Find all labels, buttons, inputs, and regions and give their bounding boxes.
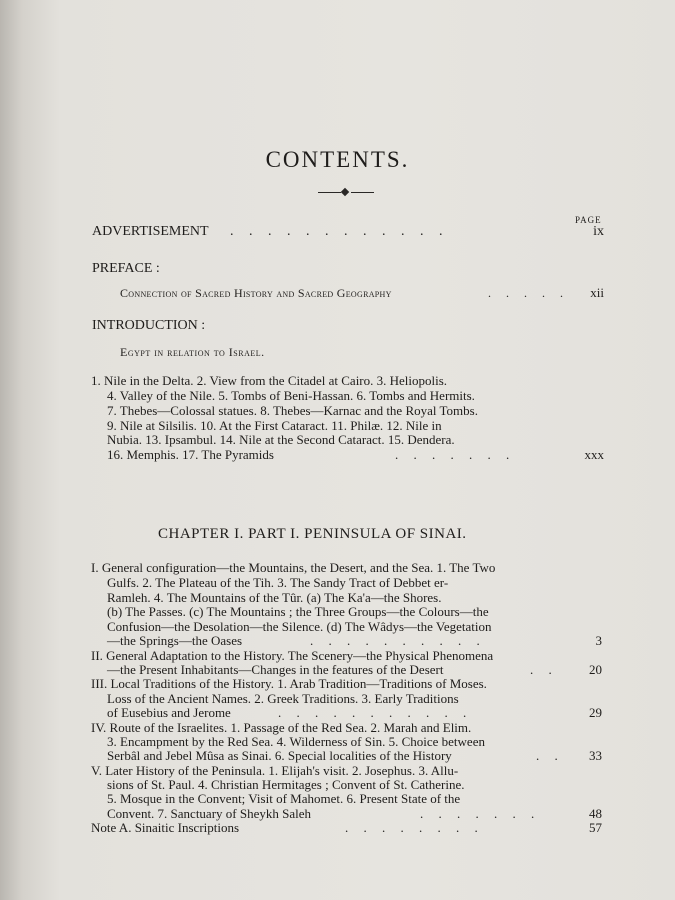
section-leader: . . . . . . . . . . <box>310 633 486 648</box>
advertisement-leader: . . . . . . . . . . . . <box>230 224 449 239</box>
introduction-heading: INTRODUCTION : <box>92 318 206 333</box>
page-title: CONTENTS. <box>265 147 410 172</box>
advertisement-label: ADVERTISEMENT <box>92 224 209 239</box>
section-line: III. Local Traditions of the History. 1. Arab Tradition—Traditions of Moses. <box>91 676 487 691</box>
section-leader: . . <box>536 748 564 763</box>
intro-line: Nubia. 13. Ipsambul. 14. Nile at the Second Cataract. 15. Dendera. <box>107 432 455 447</box>
section-page: 20 <box>589 662 602 677</box>
intro-line: 1. Nile in the Delta. 2. View from the Citadel at Cairo. 3. Heliopolis. <box>91 373 448 388</box>
section-line: Ramleh. 4. The Mountains of the Tûr. (a) The Ka'a—the Shores. <box>107 590 442 605</box>
section-leader: . . . . . . . . . . . <box>278 705 473 720</box>
preface-entry: Connection of Sacred History and Sacred Geography <box>120 286 392 300</box>
preface-heading: PREFACE : <box>92 261 160 276</box>
intro-line: 9. Nile at Silsilis. 10. At the First Cataract. 11. Philæ. 12. Nile in <box>107 418 442 433</box>
title-ornament <box>318 189 374 197</box>
preface-leader: . . . . . <box>488 286 569 300</box>
section-line: —the Springs—the Oases <box>107 633 243 648</box>
section-line: of Eusebius and Jerome <box>107 705 231 720</box>
section-page: 3 <box>595 633 602 648</box>
page-column-label: PAGE <box>575 215 602 225</box>
section-line: V. Later History of the Peninsula. 1. Elijah's visit. 2. Josephus. 3. Allu- <box>91 763 459 778</box>
intro-leader: . . . . . . . <box>395 447 516 462</box>
intro-line: 4. Valley of the Nile. 5. Tombs of Beni-Hassan. 6. Tombs and Hermits. <box>107 388 475 403</box>
section-leader: . . <box>530 662 558 677</box>
introduction-subheading: Egypt in relation to Israel. <box>120 345 265 359</box>
section-line: Confusion—the Desolation—the Silence. (d) The Wâdys—the Vegetation <box>107 619 492 634</box>
section-leader: . . . . . . . <box>420 806 541 821</box>
section-line: 5. Mosque in the Convent; Visit of Mahomet. 6. Present State of the <box>107 791 461 806</box>
section-line: I. General configuration—the Mountains, the Desert, and the Sea. 1. The Two <box>91 560 496 575</box>
section-line: IV. Route of the Israelites. 1. Passage of the Red Sea. 2. Marah and Elim. <box>91 720 472 735</box>
section-line: —the Present Inhabitants—Changes in the features of the Desert <box>107 662 444 677</box>
intro-line: 16. Memphis. 17. The Pyramids <box>107 447 274 462</box>
section-line: Gulfs. 2. The Plateau of the Tih. 3. The Sandy Tract of Debbet er- <box>107 575 449 590</box>
note-page: 57 <box>589 820 602 835</box>
intro-page: xxx <box>584 447 604 462</box>
chapter-heading: CHAPTER I. PART I. PENINSULA OF SINAI. <box>158 526 467 542</box>
intro-line: 7. Thebes—Colossal statues. 8. Thebes—Karnac and the Royal Tombs. <box>107 403 478 418</box>
section-line: Serbâl and Jebel Mûsa as Sinai. 6. Special localities of the History <box>107 748 452 763</box>
section-line: sions of St. Paul. 4. Christian Hermitages ; Convent of St. Catherine. <box>107 777 465 792</box>
section-line: 3. Encampment by the Red Sea. 4. Wilderness of Sin. 5. Choice between <box>107 734 485 749</box>
section-line: (b) The Passes. (c) The Mountains ; the Three Groups—the Colours—the <box>107 604 489 619</box>
section-line: Convent. 7. Sanctuary of Sheykh Saleh <box>107 806 311 821</box>
section-line: II. General Adaptation to the History. The Scenery—the Physical Phenomena <box>91 648 494 663</box>
note-label: Note A. Sinaitic Inscriptions <box>91 820 240 835</box>
section-page: 48 <box>589 806 602 821</box>
preface-page: xii <box>590 285 604 300</box>
section-line: Loss of the Ancient Names. 2. Greek Traditions. 3. Early Traditions <box>107 691 459 706</box>
note-leader: . . . . . . . . <box>345 820 484 835</box>
section-page: 33 <box>589 748 602 763</box>
advertisement-page: ix <box>593 224 604 239</box>
section-page: 29 <box>589 705 602 720</box>
